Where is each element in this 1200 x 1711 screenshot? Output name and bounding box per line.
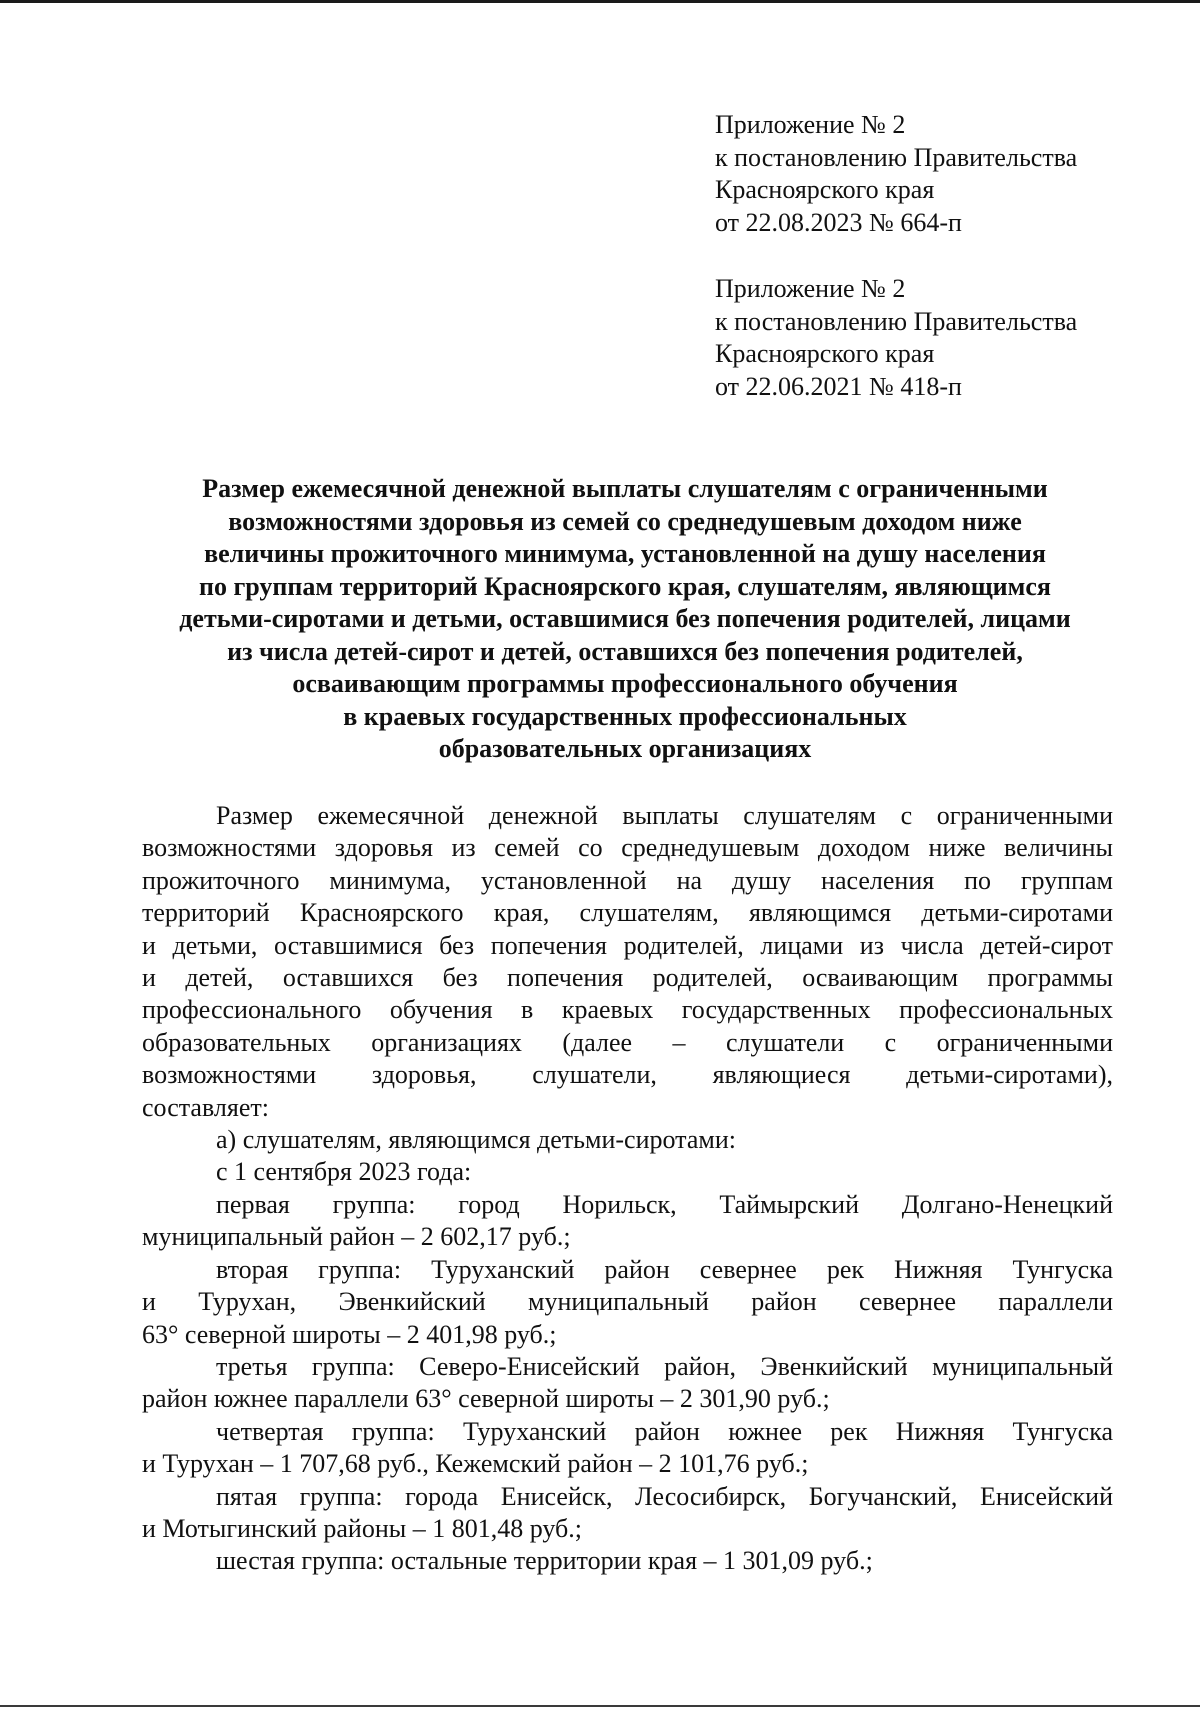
group-1-line: муниципальный район – 2 602,17 руб.;: [142, 1222, 571, 1252]
page-top-border: [0, 0, 1200, 3]
document-title: [130, 473, 1120, 766]
group-4-line: четвертая группа: Туруханский район южнее рек Нижняя Тунгуска: [216, 1416, 1113, 1446]
group-2-line: 63° северной широты – 2 401,98 руб.;: [142, 1319, 557, 1349]
effective-date: с 1 сентября 2023 года:: [216, 1157, 472, 1187]
title-line: по группам территорий Красноярского края, слушателям, являющимся: [199, 571, 1051, 601]
appendix-label: Приложение № 2: [715, 274, 906, 303]
title-line: детьми-сиротами и детьми, оставшимися без попечения родителей, лицами: [179, 604, 1071, 633]
group-1-line: первая группа: город Норильск, Таймырский Долгано-Ненецкий: [216, 1189, 1113, 1219]
intro-line: территорий Красноярского края, слушателям, являющимся детьми-сиротами: [142, 898, 1113, 928]
intro-line: Размер ежемесячной денежной выплаты слушателям с ограниченными: [216, 801, 1113, 830]
title-line: Размер ежемесячной денежной выплаты слушателям с ограниченными: [202, 474, 1048, 503]
title-line: осваивающим программы профессионального обучения: [292, 669, 958, 698]
intro-line: и детей, оставшихся без попечения родителей, осваивающим программы: [142, 963, 1113, 993]
group-5-line: и Мотыгинский районы – 1 801,48 руб.;: [142, 1513, 582, 1543]
group-2-line: и Турухан, Эвенкийский муниципальный район севернее параллели: [142, 1287, 1113, 1317]
appendix-region: Красноярского края: [715, 175, 935, 204]
title-line: в краевых государственных профессиональных: [343, 701, 907, 731]
group-5-line: пятая группа: города Енисейск, Лесосибирск, Богучанский, Енисейский: [216, 1481, 1113, 1511]
appendix-header-previous: [715, 273, 1077, 403]
intro-line: и детьми, оставшимися без попечения родителей, лицами из числа детей-сирот: [142, 930, 1113, 960]
appendix-header-current: [715, 109, 1077, 239]
intro-line: составляет:: [142, 1092, 269, 1122]
group-2-line: вторая группа: Туруханский район севернее рек Нижняя Тунгуска: [216, 1254, 1113, 1284]
appendix-region: Красноярского края: [715, 339, 935, 368]
page-bottom-border: [0, 1705, 1200, 1707]
appendix-date-number: от 22.06.2021 № 418-п: [715, 371, 962, 401]
title-line: возможностями здоровья из семей со среднедушевым доходом ниже: [228, 506, 1022, 536]
intro-line: возможностями здоровья, слушатели, являющиеся детьми-сиротами),: [142, 1060, 1113, 1090]
intro-line: возможностями здоровья из семей со среднедушевым доходом ниже величины: [142, 833, 1113, 863]
appendix-label: Приложение № 2: [715, 110, 906, 139]
title-line: из числа детей-сирот и детей, оставшихся без попечения родителей,: [227, 636, 1023, 666]
title-line: образовательных организациях: [438, 734, 812, 763]
group-3-line: третья группа: Северо-Енисейский район, Эвенкийский муниципальный: [216, 1351, 1113, 1381]
group-4-line: и Турухан – 1 707,68 руб., Кежемский район – 2 101,76 руб.;: [142, 1449, 809, 1479]
intro-line: прожиточного минимума, установленной на душу населения по группам: [142, 865, 1113, 895]
title-line: величины прожиточного минимума, установленной на душу населения: [204, 539, 1046, 568]
document-body: [142, 800, 1113, 1578]
intro-line: образовательных организациях (далее – слушатели с ограниченными: [142, 1027, 1113, 1057]
group-6-line: шестая группа: остальные территории края – 1 301,09 руб.;: [216, 1546, 873, 1576]
group-3-line: район южнее параллели 63° северной широты – 2 301,90 руб.;: [142, 1384, 830, 1414]
appendix-date-number: от 22.08.2023 № 664-п: [715, 207, 962, 237]
intro-line: профессионального обучения в краевых государственных профессиональных: [142, 995, 1113, 1025]
appendix-reference: к постановлению Правительства: [715, 306, 1078, 336]
appendix-reference: к постановлению Правительства: [715, 142, 1078, 172]
item-a-heading: а) слушателям, являющимся детьми-сиротами:: [216, 1125, 736, 1155]
